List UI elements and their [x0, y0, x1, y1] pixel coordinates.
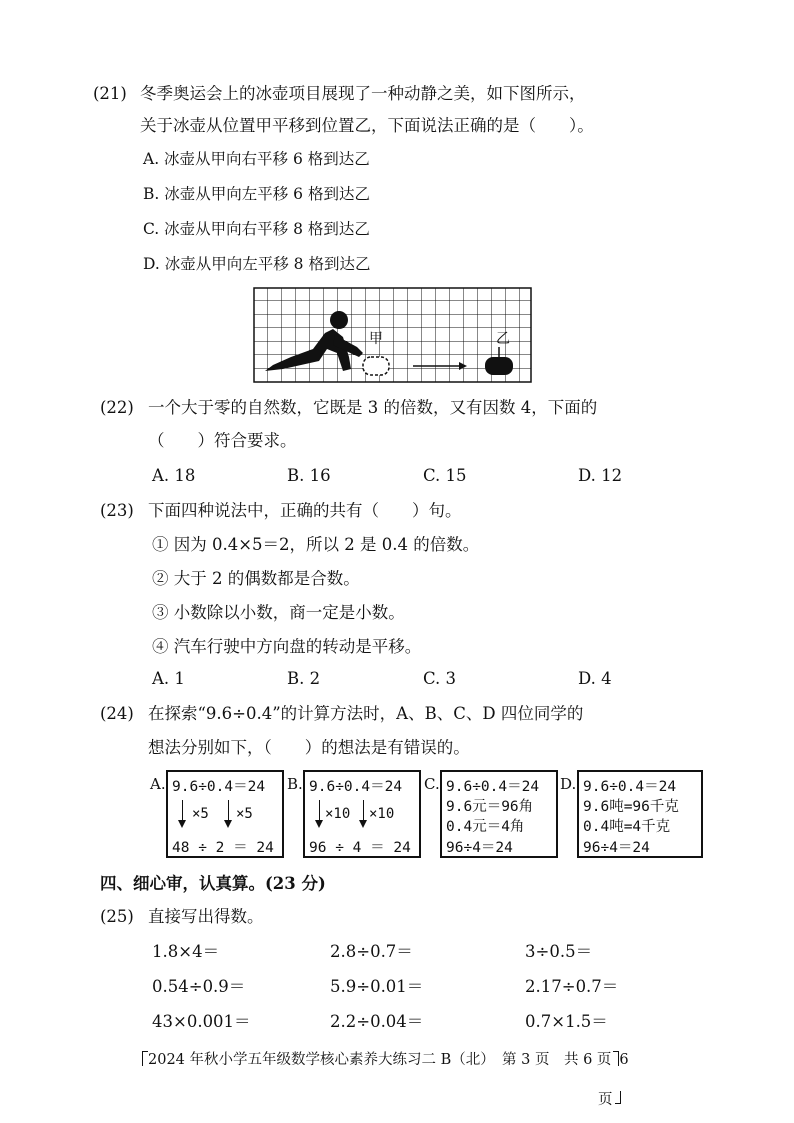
calc-item: 1.8×4＝	[152, 942, 220, 961]
box-b-mult1: ×10	[325, 806, 351, 822]
start-label: 甲	[369, 331, 383, 347]
q22-option-c: C. 15	[423, 466, 467, 485]
q23-statement-1: ① 因为 0.4×5＝2，所以 2 是 0.4 的倍数。	[152, 535, 480, 554]
q23-option-b: B. 2	[287, 669, 321, 688]
arrow-down-icon	[182, 800, 183, 826]
box-c-line4: 96÷4＝24	[446, 840, 513, 856]
arrow-down-icon	[363, 800, 364, 826]
curling-stone-start	[363, 357, 389, 375]
q22-option-d: D. 12	[578, 466, 623, 485]
calc-item: 43×0.001＝	[152, 1012, 251, 1031]
box-b-mult2: ×10	[369, 806, 395, 822]
q22-stem-line2: （ ）符合要求。	[148, 431, 297, 450]
arrow-down-icon	[228, 800, 229, 826]
q23-statement-4: ④ 汽车行驶中方向盘的转动是平移。	[152, 637, 422, 656]
calc-item: 0.54÷0.9＝	[152, 977, 246, 996]
q22-option-b: B. 16	[287, 466, 331, 485]
curling-stone-end	[485, 357, 513, 375]
q23-option-d: D. 4	[578, 669, 612, 688]
q21-option-c: C. 冰壶从甲向右平移 8 格到达乙	[143, 220, 370, 238]
footer-wrap: 页	[598, 1091, 621, 1108]
footer-main: 2024 年秋小学五年级数学核心素养大练习二 B（北） 第 3 页 共 6 页	[148, 1052, 612, 1068]
section-4-heading: 四、细心审，认真算。(23 分)	[100, 874, 326, 893]
box-d-line3: 0.4吨=4千克	[583, 819, 671, 835]
box-d-line4: 96÷4＝24	[583, 840, 650, 856]
box-a-bottom: 48 ÷ 2 ＝ 24	[172, 840, 274, 856]
q24-stem-line1: 在探索“9.6÷0.4”的计算方法时，A、B、C、D 四位同学的	[148, 704, 584, 723]
box-b-bottom: 96 ÷ 4 ＝ 24	[309, 840, 411, 856]
box-c-line2: 9.6元＝96角	[446, 799, 534, 815]
q24-stem-line2: 想法分别如下，（ ）的想法是有错误的。	[148, 738, 470, 757]
q25-number: (25)	[100, 907, 134, 926]
q21-number: (21)	[93, 84, 127, 103]
footer-text	[142, 1051, 629, 1068]
box-d-line1: 9.6÷0.4＝24	[583, 779, 677, 795]
method-box-b	[303, 770, 421, 858]
box-a-label: A.	[150, 775, 166, 793]
box-d-line2: 9.6吨=96千克	[583, 799, 679, 815]
q25-stem: 直接写出得数。	[148, 907, 264, 926]
box-b-top: 9.6÷0.4＝24	[309, 779, 403, 795]
calc-item: 5.9÷0.01＝	[330, 977, 424, 996]
q22-option-a: A. 18	[152, 466, 196, 485]
arrow-down-icon	[319, 800, 320, 826]
q23-number: (23)	[100, 501, 134, 520]
box-d-label: D.	[560, 775, 577, 793]
calc-item: 3÷0.5＝	[525, 942, 593, 961]
q21-option-a: A. 冰壶从甲向右平移 6 格到达乙	[143, 150, 370, 168]
method-box-d	[577, 770, 703, 858]
q22-number: (22)	[100, 398, 134, 417]
box-a-top: 9.6÷0.4＝24	[172, 779, 266, 795]
method-box-c	[440, 770, 558, 858]
calc-item: 2.8÷0.7＝	[330, 942, 413, 961]
q23-statement-2: ② 大于 2 的偶数都是合数。	[152, 569, 360, 588]
q21-stem-line2: 关于冰壶从位置甲平移到位置乙，下面说法正确的是（ ）。	[140, 116, 594, 135]
q23-option-c: C. 3	[423, 669, 457, 688]
end-label: 乙	[496, 331, 510, 347]
q22-stem-line1: 一个大于零的自然数，它既是 3 的倍数，又有因数 4，下面的	[148, 398, 598, 417]
box-b-label: B.	[287, 775, 303, 793]
box-c-line1: 9.6÷0.4＝24	[446, 779, 540, 795]
calc-item: 2.17÷0.7＝	[525, 977, 619, 996]
box-c-line3: 0.4元＝4角	[446, 819, 525, 835]
q21-option-b: B. 冰壶从甲向左平移 6 格到达乙	[143, 185, 370, 203]
box-a-mult1: ×5	[192, 806, 209, 822]
q23-statement-3: ③ 小数除以小数，商一定是小数。	[152, 603, 405, 622]
box-a-mult2: ×5	[236, 806, 253, 822]
curling-grid-figure	[253, 287, 533, 383]
footer-tail: 6	[619, 1052, 629, 1068]
q23-stem: 下面四种说法中，正确的共有（ ）句。	[148, 501, 462, 520]
q24-number: (24)	[100, 704, 134, 723]
q21-stem-line1: 冬季奥运会上的冰壶项目展现了一种动静之美，如下图所示，	[140, 84, 586, 103]
box-c-label: C.	[424, 775, 440, 793]
q23-option-a: A. 1	[152, 669, 185, 688]
calc-item: 0.7×1.5＝	[525, 1012, 608, 1031]
q21-option-d: D. 冰壶从甲向左平移 8 格到达乙	[143, 255, 371, 273]
calc-item: 2.2÷0.04＝	[330, 1012, 424, 1031]
method-box-a	[166, 770, 284, 858]
